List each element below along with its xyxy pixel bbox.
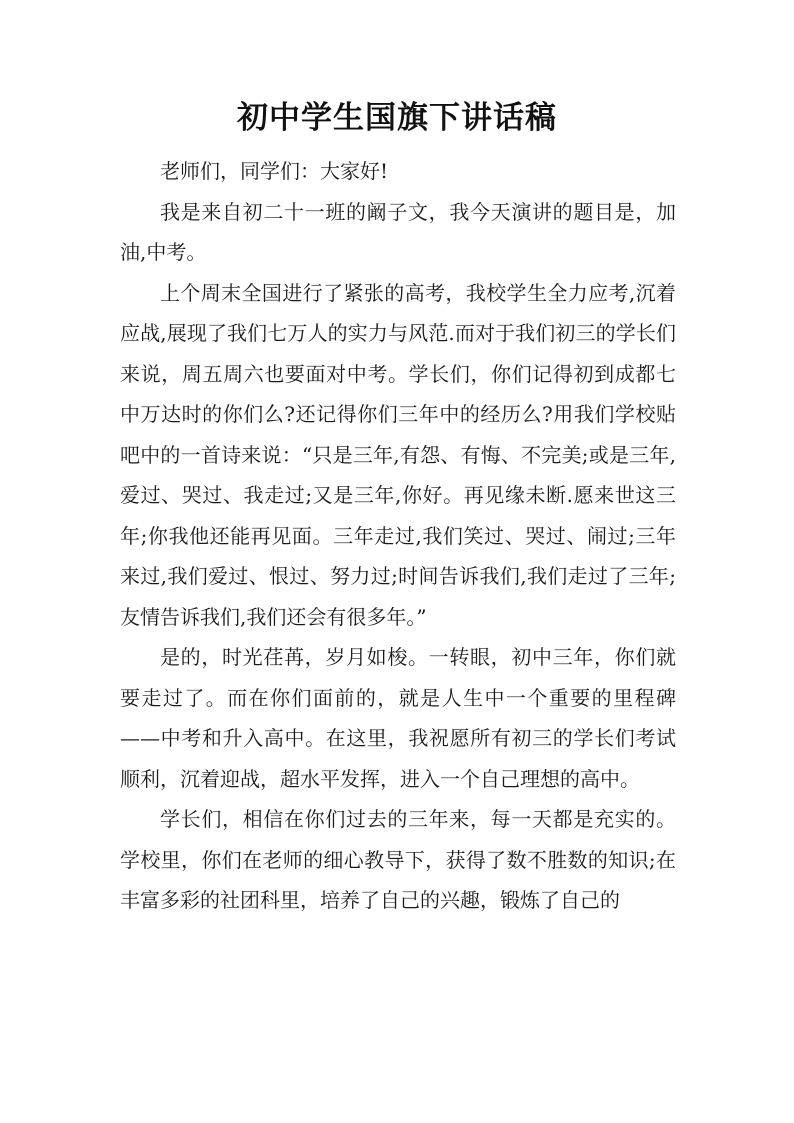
paragraph-introduction: 我是来自初二十一班的阚子文，我今天演讲的题目是，加油,中考。 — [120, 199, 676, 264]
paragraph-wishes: 是的，时光荏苒，岁月如梭。一转眼，初中三年，你们就要走过了。而在你们面前的，就是人生中一个重要的里程碑——中考和升入高中。在这里，我祝愿所有初三的学长们考试顺利，沉着迎战，超水平发挥，进入一个自己理想的高中。 — [120, 645, 676, 791]
document-title: 初中学生国旗下讲话稿 — [237, 100, 557, 136]
paragraph-exam-poem: 上个周末全国进行了紧张的高考，我校学生全力应考,沉着应战,展现了我们七万人的实力与风范.而对于我们初三的学长们来说，周五周六也要面对中考。学长们，你们记得初到成都七中万达时的你们么?还记得你们三年中的经历么?用我们学校贴吧中的一首诗来说：“只是三年,有怨、有悔、不完美;或是三年,爱过、哭过、我走过;又是三年,你好。再见缘未断.愿来世这三年;你我他还能再见面。三年走过,我们笑过、哭过、闹过;三年来过,我们爱过、恨过、努力过;时间告诉我们,我们走过了三年;友情告诉我们,我们还会有很多年。” — [120, 280, 676, 629]
paragraph-school-life: 学长们，相信在你们过去的三年来，每一天都是充实的。学校里，你们在老师的细心教导下，获得了数不胜数的知识;在丰富多彩的社团科里，培养了自己的兴趣，锻炼了自己的 — [120, 807, 676, 912]
paragraph-greeting: 老师们，同学们：大家好! — [160, 159, 389, 183]
document-body — [120, 151, 676, 921]
